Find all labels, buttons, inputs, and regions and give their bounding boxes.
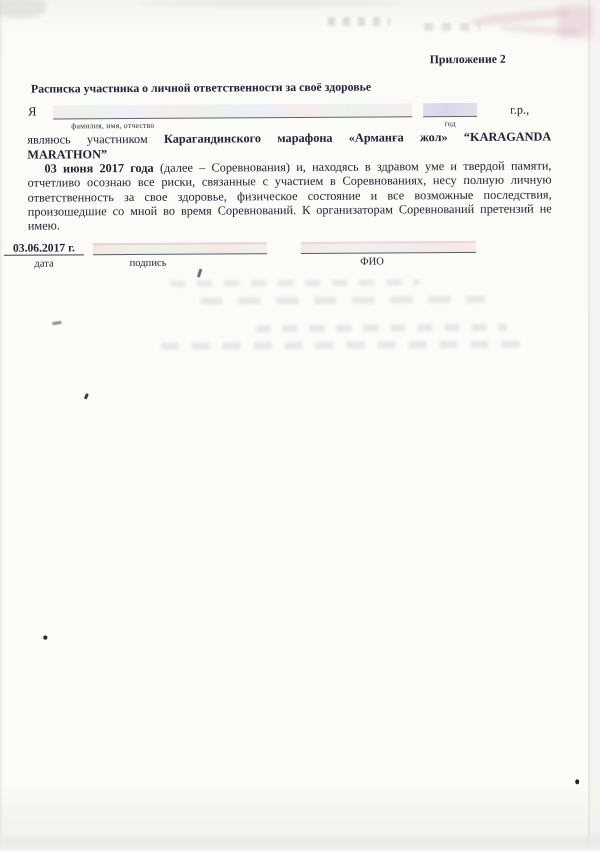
bleed-through-text (255, 324, 507, 333)
pronoun-ya: Я (28, 104, 37, 119)
signature-caption: подпись (129, 257, 167, 270)
participant-paragraph (27, 129, 551, 161)
name-field-caption: фамилия, имя, отчество (71, 120, 155, 131)
ink-speck (575, 779, 579, 784)
participant-prefix: являюсь участником (27, 131, 148, 147)
fullname-blank-field (301, 241, 476, 254)
name-blank-field (53, 103, 412, 119)
birth-year-suffix: г.р., (510, 102, 530, 117)
pen-mark (197, 268, 203, 277)
statement-text: (далее – Соревнования) и, находясь в здравом уме и твердой памяти, отчетливо осознаю все риски, связанные с участием в Соревнованиях, несу полную личную ответственность за свое здоровье, физическое состояние и все возможные последствия, произошедшие со мной во время Соревнований. К организаторам Соревнований претензий не имею. (27, 158, 552, 233)
document-title: Расписка участника о личной ответственности за своё здоровье (30, 79, 372, 96)
ink-speck (52, 321, 61, 325)
fullname-caption: ФИО (360, 256, 384, 268)
ink-speck (84, 393, 89, 400)
birth-year-blank-field (423, 103, 477, 117)
year-field-caption: год (444, 119, 456, 129)
bleed-through-text (200, 296, 485, 305)
event-name-en-part2: MARATHON” (27, 146, 108, 162)
event-date-bold: 03 июня 2017 года (44, 160, 154, 176)
signature-blank-field (93, 242, 267, 255)
signature-date: 03.06.2017 г. (4, 242, 84, 255)
statement-paragraph (27, 158, 551, 232)
ink-speck (43, 635, 48, 640)
event-name-ru: Карагандинского марафона «Арманға жол» (163, 130, 448, 146)
date-caption: дата (34, 258, 54, 270)
event-name-en-part1: “KARAGANDA (463, 129, 552, 144)
bleed-through-text (170, 279, 420, 287)
bleed-through-text (161, 341, 521, 350)
appendix-label: Приложение 2 (429, 51, 506, 67)
